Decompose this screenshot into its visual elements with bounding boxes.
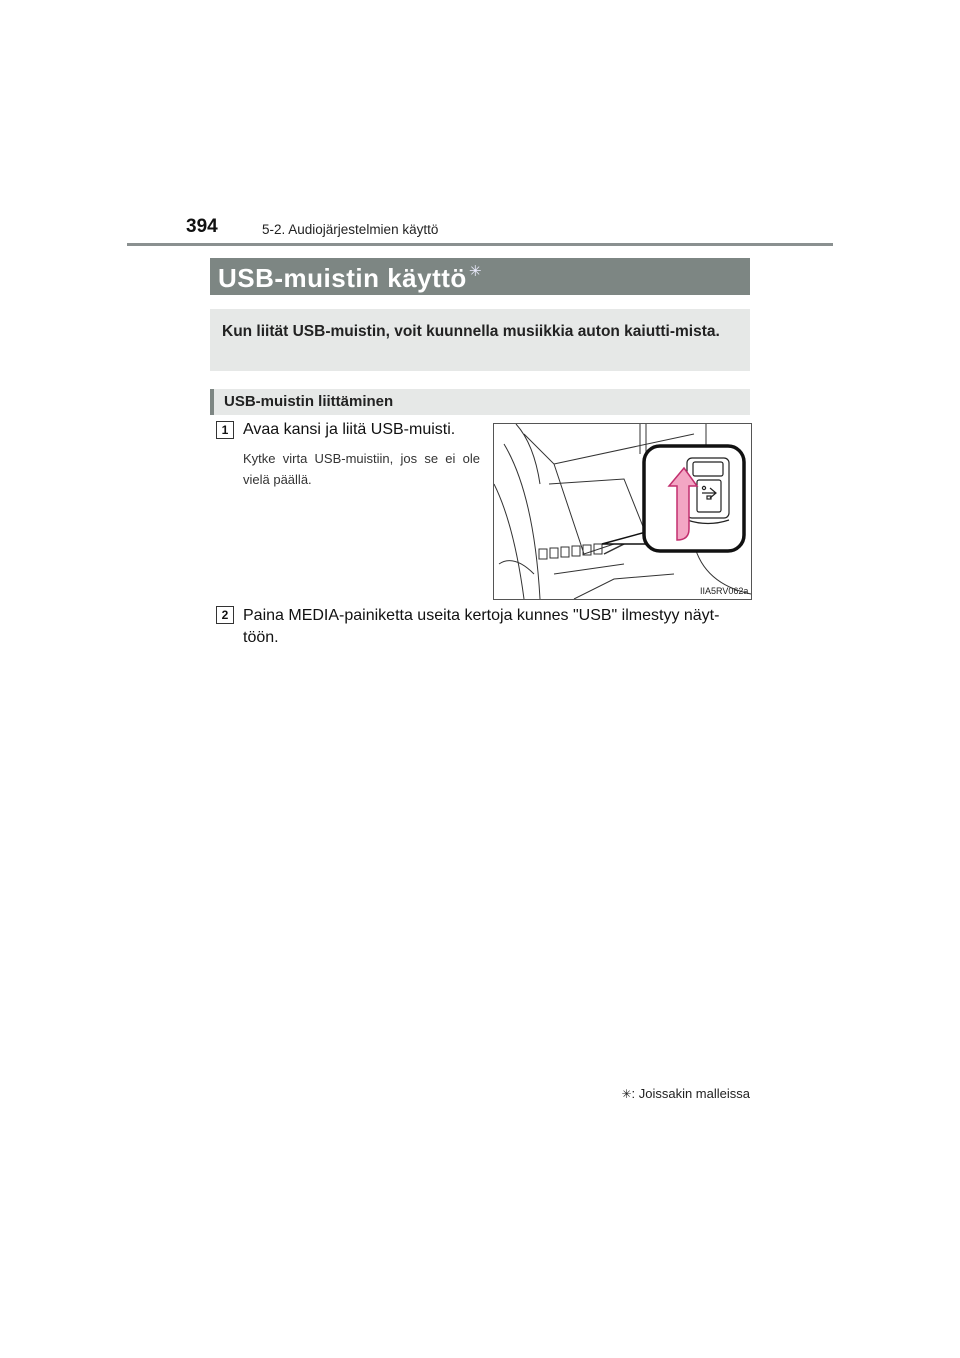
intro-text: Kun liität USB-muistin, voit kuunnella musiikkia auton kaiutti-mista. <box>222 323 720 340</box>
step-1-note: Kytke virta USB-muistiin, jos se ei ole vielä päällä. <box>243 451 480 487</box>
page-number: 394 <box>186 216 218 237</box>
intro-box <box>210 309 750 371</box>
subheading-accent <box>210 389 214 415</box>
asterisk-icon: ✳ <box>468 263 482 280</box>
usb-illustration <box>493 423 752 600</box>
step-2-number: 2 <box>216 606 234 624</box>
step-1-text: Avaa kansi ja liitä USB-muisti. <box>243 421 456 438</box>
subheading-bar <box>210 389 750 415</box>
footnote: ✳: Joissakin malleissa <box>621 1086 750 1101</box>
step-1-number: 1 <box>216 421 234 439</box>
header-divider <box>127 243 833 246</box>
section-reference: 5-2. Audiojärjestelmien käyttö <box>262 222 439 237</box>
step-2-text: Paina MEDIA-painiketta useita kertoja kunnes "USB" ilmestyy näyt-töön. <box>243 607 720 646</box>
figure-code: IIA5RV062a <box>700 586 749 596</box>
subheading-text: USB-muistin liittäminen <box>224 393 394 410</box>
asterisk-icon: ✳ <box>621 1087 632 1101</box>
page-title: USB-muistin käyttö ✳ <box>218 263 482 293</box>
title-bar <box>210 258 750 295</box>
